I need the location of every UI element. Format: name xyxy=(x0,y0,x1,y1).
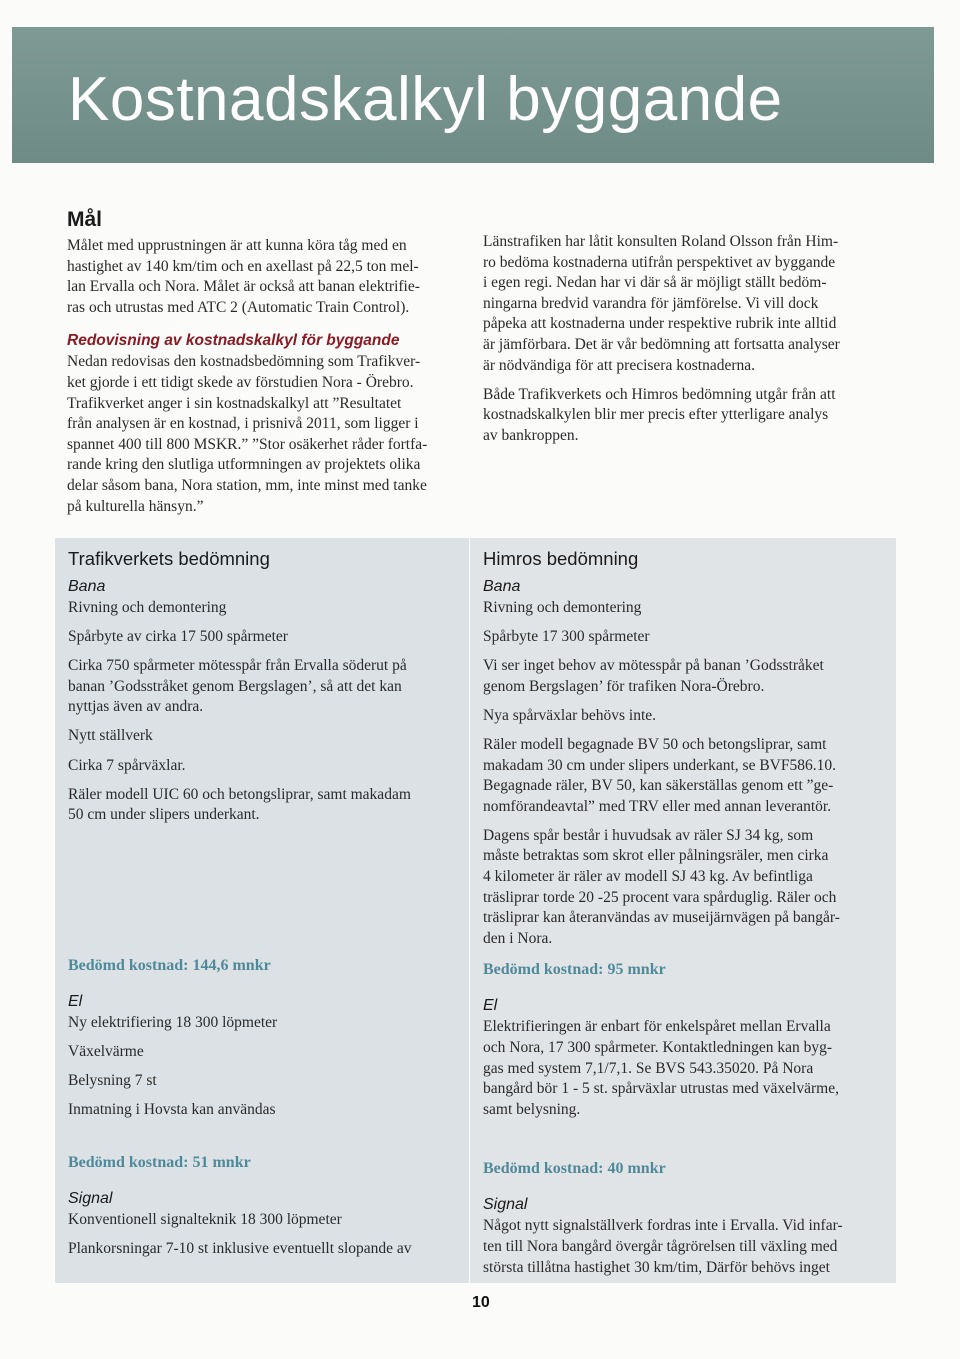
hi-bana-item xyxy=(483,735,883,817)
tv-bana-item xyxy=(68,785,458,826)
text-line: påpeka att kostnaderna under respektive rubrik inte alltid xyxy=(483,315,837,333)
text-line: banan ’Godsstråket genom Bergslagen’, så att det kan xyxy=(68,677,402,695)
text-line: ro bedöma kostnaderna utifrån perspektivet av byggande xyxy=(483,253,836,271)
tv-bana-heading: Bana xyxy=(68,578,106,595)
hi-bana-heading: Bana xyxy=(483,578,521,595)
text-line: samt belysning. xyxy=(483,1100,581,1118)
title-banner xyxy=(12,27,934,163)
text-line: Växelvärme xyxy=(68,1042,144,1060)
text-line: hastighet av 140 km/tim och en axellast på 22,5 ton mel- xyxy=(67,257,419,275)
text-line: den i Nora. xyxy=(483,929,553,947)
text-line: ningarna bredvid varandra för jämförelse. Vi vill dock xyxy=(483,294,819,312)
text-line: Inmatning i Hovsta kan användas xyxy=(68,1101,276,1119)
text-line: träsliprar kan återanvändas av museijärnvägen på bangår- xyxy=(483,909,840,927)
text-line: Trafikverket anger i sin kostnadskalkyl att ”Resultatet xyxy=(67,394,402,412)
intro-paragraph-2 xyxy=(483,385,883,447)
tv-signal-item xyxy=(68,1239,458,1260)
tv-signal-item xyxy=(68,1210,458,1231)
text-line: Cirka 7 spårväxlar. xyxy=(68,756,186,774)
text-line: största tillåtna hastighet 30 km/tim, Därför behövs inget xyxy=(483,1258,830,1276)
text-line: delar såsom bana, Nora station, mm, inte minst med tanke xyxy=(67,476,427,494)
hi-el-cost: Bedömd kostnad: 40 mnkr xyxy=(483,1160,666,1178)
tv-bana-item xyxy=(68,756,458,777)
redovisning-paragraph xyxy=(67,352,467,517)
text-line: Räler modell begagnade BV 50 och betongsliprar, samt xyxy=(483,735,827,753)
tv-el-item xyxy=(68,1071,458,1092)
intro-paragraph-1 xyxy=(483,232,883,376)
tv-el-item xyxy=(68,1042,458,1063)
text-line: gas med system 7,1/7,1. Se BVS 543.35020. På Nora xyxy=(483,1059,814,1077)
text-line: Dagens spår består i huvudsak av räler SJ 34 kg, som xyxy=(483,826,814,844)
text-line: genom Bergslagen’ för trafiken Nora-Örebro. xyxy=(483,677,765,695)
tv-bana-item xyxy=(68,627,458,648)
text-line: Vi ser inget behov av mötesspår på banan ’Godsstråket xyxy=(483,657,824,675)
hi-signal-item xyxy=(483,1216,883,1278)
hi-bana-item xyxy=(483,656,883,697)
text-line: och Nora, 17 300 spårmeter. Kontaktledningen kan byg- xyxy=(483,1039,833,1056)
hi-bana-item xyxy=(483,598,883,619)
text-line: av bankroppen. xyxy=(483,426,579,444)
mal-heading: Mål xyxy=(67,208,103,231)
text-line: Nedan redovisas den kostnadsbedömning som Trafikver- xyxy=(67,353,421,371)
text-line: på kulturella hänsyn.” xyxy=(67,497,204,515)
text-line: ras och utrustas med ATC 2 (Automatic Train Control). xyxy=(67,298,410,316)
tv-signal-heading: Signal xyxy=(68,1189,113,1207)
tv-el-item xyxy=(68,1013,458,1034)
page-number: 10 xyxy=(472,1294,490,1311)
text-line: Räler modell UIC 60 och betongsliprar, samt makadam xyxy=(68,785,411,803)
text-line: Ny elektrifiering 18 300 löpmeter xyxy=(68,1013,278,1031)
hi-bana-item xyxy=(483,706,883,727)
text-line: är jämförbara. Det är vår bedömning att fortsatta analyser xyxy=(483,335,840,353)
text-line: Begagnade räler, BV 50, kan säkerställas genom ett ”ge- xyxy=(483,777,834,795)
himros-heading: Himros bedömning xyxy=(483,548,639,569)
text-line: rande kring den slutliga utformningen av projektets olika xyxy=(67,456,421,474)
text-line: ket gjorde i ett tidigt skede av förstudien Nora - Örebro. xyxy=(67,373,414,391)
hi-bana-item xyxy=(483,627,883,648)
text-line: Konventionell signalteknik 18 300 löpmeter xyxy=(68,1210,342,1228)
tv-el-cost: Bedömd kostnad: 51 mnkr xyxy=(68,1153,251,1171)
text-line: 4 kilometer är räler av modell SJ 43 kg. Av befintliga xyxy=(483,868,813,886)
hi-bana-item xyxy=(483,826,883,950)
text-line: träsliprar torde 20 -25 procent vara spårduglig. Räler och xyxy=(483,888,837,906)
text-line: makadam 30 cm under slipers underkant, se BVF586.10. xyxy=(483,756,836,774)
hi-bana-cost: Bedömd kostnad: 95 mnkr xyxy=(483,961,666,979)
text-line: från analysen är en kostnad, i prisnivå 2011, som ligger i xyxy=(67,415,419,433)
text-line: Spårbyte av cirka 17 500 spårmeter xyxy=(68,628,288,646)
tv-bana-item xyxy=(68,656,458,718)
text-line: Cirka 750 spårmeter mötesspår från Ervalla söderut på xyxy=(68,657,407,675)
text-line: kostnadskalkylen blir mer precis efter ytterligare analys xyxy=(483,406,829,424)
right-column xyxy=(483,232,883,446)
mal-paragraph xyxy=(67,236,467,318)
text-line: spannet 400 till 800 MSKR.” ”Stor osäkerhet råder fortfa- xyxy=(67,435,428,453)
hi-el-item xyxy=(483,1017,883,1120)
left-column xyxy=(67,208,467,517)
text-line: ten till Nora bangård övergår tågrörelsen till växling med xyxy=(483,1237,838,1255)
tv-bana-item xyxy=(68,726,458,747)
himros-panel xyxy=(470,538,896,1283)
page-title: Kostnadskalkyl byggande xyxy=(68,65,783,134)
text-line: Elektrifieringen är enbart för enkelspåret mellan Ervalla xyxy=(483,1018,831,1036)
text-line: nomförandeavtal” med TRV eller med annan leverantör. xyxy=(483,797,832,815)
text-line: nyttjas även av andra. xyxy=(68,698,204,716)
tv-bana-cost: Bedömd kostnad: 144,6 mnkr xyxy=(68,956,271,974)
text-line: Plankorsningar 7-10 st inklusive eventuellt slopande av xyxy=(68,1239,412,1257)
text-line: är nödvändiga för att precisera kostnaderna. xyxy=(483,356,755,374)
hi-signal-heading: Signal xyxy=(483,1196,528,1214)
redovisning-heading: Redovisning av kostnadskalkyl för byggande xyxy=(67,332,400,350)
text-line: 50 cm under slipers underkant. xyxy=(68,806,260,824)
text-line: Rivning och demontering xyxy=(68,599,227,616)
tv-bana-item xyxy=(68,598,458,619)
text-line: Nytt ställverk xyxy=(68,727,153,745)
text-line: bangård bör 1 - 5 st. spårväxlar utrustas med växelvärme, xyxy=(483,1080,839,1098)
text-line: Både Trafikverkets och Himros bedömning utgår från att xyxy=(483,385,836,403)
text-line: lan Ervalla och Nora. Målet är också att banan elektrifie- xyxy=(67,278,420,296)
trafikverket-panel xyxy=(55,538,469,1283)
text-line: Rivning och demontering xyxy=(483,599,642,616)
hi-el-heading: El xyxy=(483,997,498,1015)
text-line: Målet med upprustningen är att kunna köra tåg med en xyxy=(67,237,407,254)
text-line: Något nytt signalställverk fordras inte i Ervalla. Vid infar- xyxy=(483,1217,843,1235)
text-line: Spårbyte 17 300 spårmeter xyxy=(483,628,650,646)
text-line: Nya spårväxlar behövs inte. xyxy=(483,706,657,724)
text-line: i egen regi. Nedan har vi där så är möjligt ställt bedöm- xyxy=(483,274,827,292)
text-line: Belysning 7 st xyxy=(68,1072,157,1090)
text-line: måste betraktas som skrot eller pålningsräler, men cirka xyxy=(483,847,829,865)
text-line: Länstrafiken har låtit konsulten Roland Olsson från Him- xyxy=(483,233,839,250)
trafikverket-heading: Trafikverkets bedömning xyxy=(68,548,270,569)
tv-el-item xyxy=(68,1100,458,1121)
tv-el-heading: El xyxy=(68,992,83,1010)
